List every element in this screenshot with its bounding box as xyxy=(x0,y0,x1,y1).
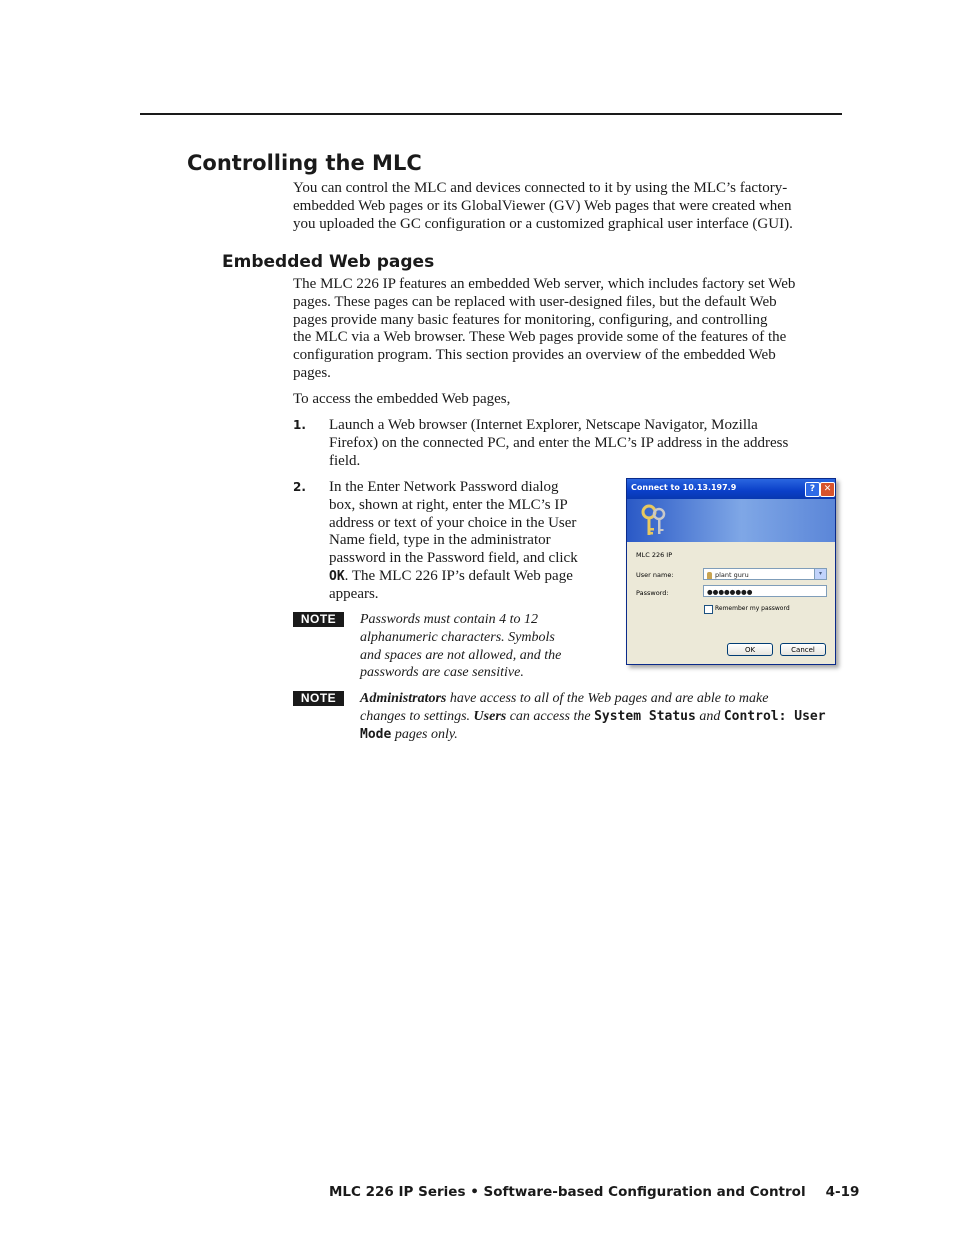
footer-text: MLC 226 IP Series • Software-based Configuration and Control xyxy=(329,1184,806,1200)
remember-password-checkbox[interactable] xyxy=(704,605,713,614)
ok-button[interactable]: OK xyxy=(727,643,773,656)
intro-line: embedded Web pages or its GlobalViewer (GV) Web pages that were created when xyxy=(293,197,792,214)
note-2-fragment: and xyxy=(695,708,724,724)
users-term: Users xyxy=(473,708,507,724)
header-rule xyxy=(140,113,842,115)
step-2-line: appears. xyxy=(329,585,379,602)
mode-term: Mode xyxy=(360,726,392,742)
password-label: Password: xyxy=(636,589,669,597)
step-2-line: password in the Password field, and click xyxy=(329,550,578,567)
embedded-line: pages. These pages can be replaced with user-designed files, but the default Web xyxy=(293,293,777,310)
dialog-site-name: MLC 226 IP xyxy=(636,551,673,559)
keys-icon xyxy=(639,504,669,538)
step-2-number: 2. xyxy=(293,480,306,494)
embedded-line: configuration program. This section provides an overview of the embedded Web xyxy=(293,347,776,364)
close-button[interactable]: ✕ xyxy=(820,482,835,497)
note-2-fragment: have access to all of the Web pages and are able to make xyxy=(446,691,769,706)
note-1-text xyxy=(360,611,600,682)
step-1-line: Firefox) on the connected PC, and enter the MLC’s IP address in the address xyxy=(329,434,789,451)
step-1-line: Launch a Web browser (Internet Explorer, Netscape Navigator, Mozilla xyxy=(329,417,758,433)
step-1-line: field. xyxy=(329,452,361,469)
step-2-line: Name field, type in the administrator xyxy=(329,532,551,549)
user-name-label: User name: xyxy=(636,571,674,579)
cancel-button[interactable]: Cancel xyxy=(780,643,826,656)
page-footer xyxy=(329,1184,860,1200)
access-intro: To access the embedded Web pages, xyxy=(293,391,511,407)
note-1-line: alphanumeric characters. Symbols xyxy=(360,629,555,645)
note-1-line: and spaces are not allowed, and the xyxy=(360,647,562,663)
step-1-text xyxy=(329,417,841,470)
section-title: Controlling the MLC xyxy=(187,151,422,175)
help-button[interactable]: ? xyxy=(805,482,820,497)
step-2-line: box, shown at right, enter the MLC’s IP xyxy=(329,496,568,513)
ok-keyword: OK xyxy=(329,568,345,584)
system-status-term: System Status xyxy=(594,708,696,724)
user-icon xyxy=(707,572,712,579)
subsection-title: Embedded Web pages xyxy=(222,252,435,272)
step-2-line: In the Enter Network Password dialog xyxy=(329,479,559,495)
dialog-title: Connect to 10.13.197.9 xyxy=(631,483,737,492)
user-name-field[interactable] xyxy=(703,568,827,580)
embedded-line: the MLC via a Web browser. These Web pages provide some of the features of the xyxy=(293,329,787,346)
note-badge: NOTE xyxy=(293,691,344,706)
embedded-line: pages. xyxy=(293,364,331,381)
intro-line: you uploaded the GC configuration or a customized graphical user interface (GUI). xyxy=(293,215,793,232)
step-1-number: 1. xyxy=(293,418,306,432)
dialog-title-bar xyxy=(627,479,835,499)
password-field[interactable] xyxy=(703,585,827,597)
note-2-text xyxy=(360,690,841,743)
step-2-line: address or text of your choice in the User xyxy=(329,514,577,531)
embedded-line: pages provide many basic features for monitoring, configuring, and controlling xyxy=(293,311,768,328)
note-1-line: Passwords must contain 4 to 12 xyxy=(360,612,538,627)
page-number: 4-19 xyxy=(825,1184,860,1200)
intro-line: You can control the MLC and devices connected to it by using the MLC’s factory- xyxy=(293,180,788,196)
password-value: ●●●●●●●● xyxy=(707,588,753,596)
step-2-line: . The MLC 226 IP’s default Web page xyxy=(344,567,573,584)
control-user-term: Control: User xyxy=(723,708,826,724)
note-2-fragment: can access the xyxy=(506,708,595,724)
note-badge: NOTE xyxy=(293,612,344,627)
user-name-value: plant guru xyxy=(715,571,749,579)
note-2-fragment: changes to settings. xyxy=(360,708,474,724)
dialog-banner xyxy=(627,499,835,542)
remember-password-label: Remember my password xyxy=(715,605,790,612)
administrators-term: Administrators xyxy=(360,691,447,706)
intro-paragraph xyxy=(293,180,841,233)
step-2-text xyxy=(329,479,614,604)
note-1-line: passwords are case sensitive. xyxy=(360,665,524,681)
connect-dialog-screenshot xyxy=(626,478,836,665)
note-2-fragment: pages only. xyxy=(391,726,458,742)
embedded-paragraph xyxy=(293,276,841,383)
embedded-line: The MLC 226 IP features an embedded Web server, which includes factory set Web xyxy=(293,276,796,292)
chevron-down-icon[interactable]: ▾ xyxy=(814,569,826,579)
